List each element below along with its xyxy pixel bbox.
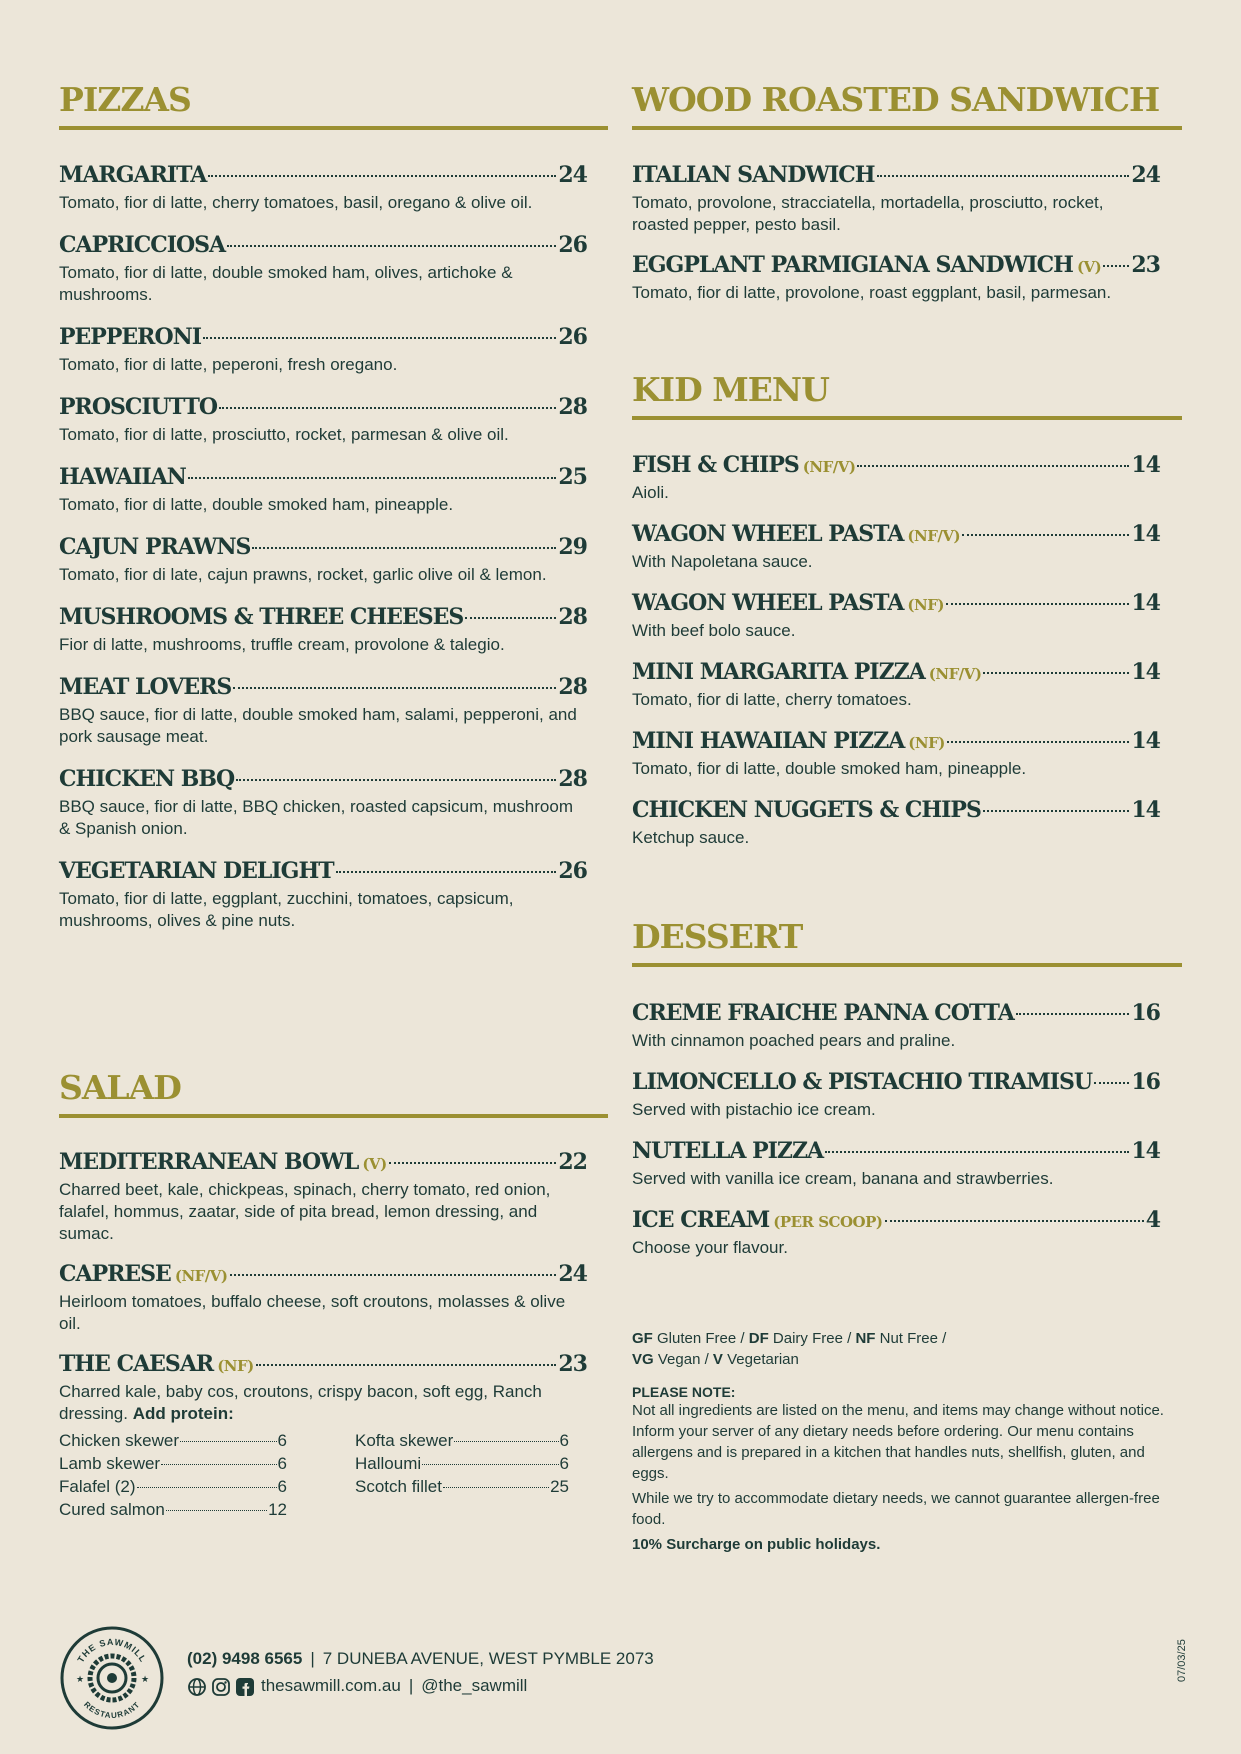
menu-item-header bbox=[59, 856, 587, 886]
menu-item-header bbox=[632, 1136, 1160, 1166]
menu-item-name: PEPPERONI bbox=[59, 324, 202, 350]
logo-bottom-text: RESTAURANT bbox=[82, 1699, 142, 1721]
menu-item bbox=[632, 250, 1160, 304]
dietary-tag: (NF/V) bbox=[907, 527, 961, 545]
menu-item-description-text: Choose your flavour. bbox=[632, 1238, 788, 1257]
menu-item bbox=[632, 450, 1160, 504]
menu-item-description-text: With cinnamon poached pears and praline. bbox=[632, 1031, 956, 1050]
menu-item-description-text: BBQ sauce, fior di latte, BBQ chicken, roasted capsicum, mushroom & Spanish onion. bbox=[59, 797, 573, 838]
menu-item-description-text: Served with pistachio ice cream. bbox=[632, 1100, 876, 1119]
dot-leader bbox=[256, 1364, 557, 1366]
menu-item-name: MINI HAWAIIAN PIZZA bbox=[632, 728, 905, 754]
addon-name: Scotch fillet bbox=[355, 1477, 442, 1496]
menu-item-price: 23 bbox=[1131, 252, 1160, 278]
dot-leader bbox=[233, 687, 556, 689]
menu-item-name: WAGON WHEEL PASTA bbox=[632, 590, 904, 616]
menu-item-description bbox=[59, 888, 587, 932]
menu-item bbox=[59, 462, 587, 516]
menu-item-description-text: BBQ sauce, fior di latte, double smoked ham, salami, pepperoni, and pork sausage meat. bbox=[59, 705, 577, 746]
menu-item-description bbox=[59, 634, 587, 656]
menu-item-name: CHICKEN BBQ bbox=[59, 766, 235, 792]
addon-item bbox=[59, 1452, 287, 1475]
note-title: PLEASE NOTE: bbox=[632, 1384, 736, 1400]
menu-item-description-text: With Napoletana sauce. bbox=[632, 552, 813, 571]
menu-item-name: MUSHROOMS & THREE CHEESES bbox=[59, 604, 464, 630]
logo-top-text: THE SAWMILL bbox=[75, 1636, 149, 1665]
section-title-dessert: DESSERT bbox=[632, 917, 803, 956]
menu-item-name: NUTELLA PIZZA bbox=[632, 1138, 824, 1164]
dietary-tag: (NF/V) bbox=[802, 458, 856, 476]
dot-leader bbox=[1016, 1013, 1130, 1015]
kids-section bbox=[632, 368, 1182, 420]
menu-item-header bbox=[59, 602, 587, 632]
menu-item-description-text: Charred beet, kale, chickpeas, spinach, cherry tomato, red onion, falafel, hommus, zaatar, side of pita bread, lemon dressing, and sumac. bbox=[59, 1180, 551, 1243]
menu-item-description-text: Tomato, fior di latte, cherry tomatoes. bbox=[632, 690, 912, 709]
salad-section bbox=[59, 1066, 608, 1118]
dot-leader bbox=[947, 741, 1130, 743]
menu-item bbox=[59, 856, 587, 932]
salad-list bbox=[59, 1147, 587, 1535]
menu-item-price: 29 bbox=[558, 534, 587, 560]
menu-item-description-text: Tomato, fior di latte, peperoni, fresh oregano. bbox=[59, 355, 398, 374]
menu-item-description-text: Charred kale, baby cos, croutons, crispy bacon, soft egg, Ranch dressing. bbox=[59, 1382, 542, 1423]
contact-info bbox=[187, 1645, 654, 1699]
menu-item-description-text: Aioli. bbox=[632, 483, 669, 502]
legend-gf-text: Gluten Free / bbox=[657, 1330, 745, 1347]
dot-leader bbox=[236, 779, 556, 781]
menu-item-price: 24 bbox=[1131, 162, 1160, 188]
menu-item-description-text: Tomato, fior di late, cajun prawns, rocket, garlic olive oil & lemon. bbox=[59, 565, 547, 584]
note-paragraph: Not all ingredients are listed on the menu, and items may change without notice. Inform your server of any dietary needs before ordering. Our menu contains allergens and is prepared in a kitchen that handles nuts, shellfish, gluten, and eggs. bbox=[632, 1402, 1164, 1482]
protein-addons bbox=[59, 1429, 569, 1521]
legend-df: DF bbox=[748, 1330, 769, 1347]
menu-item-name: ICE CREAM bbox=[632, 1207, 770, 1233]
menu-item-description bbox=[59, 704, 587, 748]
menu-item-price: 4 bbox=[1145, 1207, 1160, 1233]
menu-item-name: FISH & CHIPS bbox=[632, 452, 799, 478]
addon-price: 6 bbox=[277, 1477, 287, 1496]
menu-item-price: 24 bbox=[558, 162, 587, 188]
menu-item-description-text: Tomato, fior di latte, double smoked ham, pineapple. bbox=[59, 495, 454, 514]
dot-leader bbox=[885, 1220, 1144, 1222]
section-title-pizzas: PIZZAS bbox=[59, 80, 191, 119]
note-body bbox=[632, 1400, 1172, 1530]
menu-item-price: 14 bbox=[1131, 797, 1160, 823]
menu-item bbox=[59, 764, 587, 840]
dot-leader bbox=[465, 617, 556, 619]
menu-item-name: CAJUN PRAWNS bbox=[59, 534, 251, 560]
menu-item-header bbox=[59, 392, 587, 422]
menu-item-description bbox=[632, 1168, 1160, 1190]
dot-leader bbox=[389, 1162, 557, 1164]
dot-leader bbox=[166, 1510, 267, 1511]
dot-leader bbox=[825, 1151, 1129, 1153]
legend-gf: GF bbox=[632, 1330, 653, 1347]
dietary-tag: (NF) bbox=[217, 1357, 254, 1375]
menu-item bbox=[632, 726, 1160, 780]
menu-item-description bbox=[632, 282, 1160, 304]
menu-item-header bbox=[59, 230, 587, 260]
menu-item-description bbox=[59, 564, 587, 586]
menu-item bbox=[632, 588, 1160, 642]
addon-name: Lamb skewer bbox=[59, 1454, 161, 1473]
instagram-icon[interactable] bbox=[211, 1677, 231, 1697]
menu-item bbox=[632, 657, 1160, 711]
addon-price: 6 bbox=[559, 1431, 569, 1450]
addon-item bbox=[355, 1475, 569, 1498]
separator: | bbox=[408, 1676, 414, 1695]
section-divider bbox=[59, 1114, 608, 1118]
menu-item-price: 28 bbox=[558, 674, 587, 700]
menu-item-description bbox=[59, 424, 587, 446]
dot-leader bbox=[252, 547, 556, 549]
menu-item-description-text: Tomato, provolone, stracciatella, mortadella, prosciutto, rocket, roasted pepper, pesto basil. bbox=[632, 193, 1104, 234]
menu-item-name: THE CAESAR bbox=[59, 1351, 214, 1377]
dot-leader bbox=[983, 672, 1129, 674]
menu-item-name: PROSCIUTTO bbox=[59, 394, 217, 420]
dietary-tag: (NF) bbox=[908, 734, 945, 752]
menu-item bbox=[632, 1067, 1160, 1121]
addon-item bbox=[355, 1429, 569, 1452]
menu-item-description bbox=[59, 494, 587, 516]
dot-leader bbox=[1103, 265, 1129, 267]
menu-item-header bbox=[59, 322, 587, 352]
pizzas-section bbox=[59, 78, 608, 130]
addon-price: 6 bbox=[277, 1454, 287, 1473]
dot-leader bbox=[188, 477, 556, 479]
menu-item-price: 14 bbox=[1131, 521, 1160, 547]
dot-leader bbox=[161, 1464, 276, 1465]
website-link[interactable]: thesawmill.com.au bbox=[261, 1676, 401, 1695]
section-title-kids: KID MENU bbox=[632, 370, 829, 409]
dot-leader bbox=[422, 1464, 558, 1465]
addon-item bbox=[59, 1498, 287, 1521]
menu-item-description-text: Tomato, fior di latte, eggplant, zucchini, tomatoes, capsicum, mushrooms, olives & pine nuts. bbox=[59, 889, 514, 930]
menu-item-price: 14 bbox=[1131, 659, 1160, 685]
menu-item-header bbox=[59, 1259, 587, 1289]
menu-item-header bbox=[632, 450, 1160, 480]
pizzas-list bbox=[59, 160, 587, 948]
menu-item-name: HAWAIIAN bbox=[59, 464, 186, 490]
addon-price: 6 bbox=[277, 1431, 287, 1450]
menu-item bbox=[59, 1259, 587, 1335]
menu-item-description bbox=[632, 1030, 1160, 1052]
section-title-sandwich: WOOD ROASTED SANDWICH bbox=[632, 80, 1160, 119]
legend-v-text: Vegetarian bbox=[727, 1351, 799, 1368]
footer bbox=[59, 1625, 759, 1725]
menu-item-description bbox=[632, 551, 1160, 573]
kids-list bbox=[632, 450, 1160, 864]
separator: | bbox=[310, 1649, 315, 1668]
menu-item-name: MINI MARGARITA PIZZA bbox=[632, 659, 925, 685]
menu-item-header bbox=[632, 519, 1160, 549]
info-block bbox=[632, 1328, 1172, 1553]
dot-leader bbox=[203, 337, 556, 339]
menu-item bbox=[632, 519, 1160, 573]
menu-item-name: EGGPLANT PARMIGIANA SANDWICH bbox=[632, 252, 1073, 278]
menu-item bbox=[632, 998, 1160, 1052]
menu-item-header bbox=[632, 160, 1160, 190]
menu-item-price: 26 bbox=[558, 232, 587, 258]
menu-item-description bbox=[632, 192, 1160, 236]
menu-item bbox=[59, 160, 587, 214]
menu-item-price: 28 bbox=[558, 766, 587, 792]
addon-item bbox=[59, 1429, 287, 1452]
dietary-tag: (PER SCOOP) bbox=[773, 1213, 883, 1231]
dot-leader bbox=[946, 603, 1129, 605]
menu-item-description bbox=[59, 354, 587, 376]
menu-item-description-text: Tomato, fior di latte, cherry tomatoes, basil, oregano & olive oil. bbox=[59, 193, 533, 212]
menu-item-price: 22 bbox=[558, 1149, 587, 1175]
dot-leader bbox=[227, 245, 556, 247]
dot-leader bbox=[962, 534, 1129, 536]
menu-item-header bbox=[632, 1205, 1160, 1235]
dot-leader bbox=[219, 407, 556, 409]
addon-price: 25 bbox=[550, 1477, 569, 1496]
menu-item bbox=[59, 392, 587, 446]
menu-item-description bbox=[59, 1291, 587, 1335]
menu-item-description bbox=[632, 482, 1160, 504]
section-divider bbox=[632, 416, 1182, 420]
dot-leader bbox=[137, 1487, 277, 1488]
menu-item-header bbox=[59, 672, 587, 702]
sawmill-logo bbox=[59, 1625, 165, 1731]
menu-item bbox=[59, 532, 587, 586]
menu-item-header bbox=[632, 250, 1160, 280]
menu-item-name: LIMONCELLO & PISTACHIO TIRAMISU bbox=[632, 1069, 1093, 1095]
menu-item-header bbox=[59, 1349, 587, 1379]
legend-nf-text: Nut Free / bbox=[879, 1330, 947, 1347]
menu-item bbox=[632, 1205, 1160, 1259]
addon-name: Falafel (2) bbox=[59, 1477, 136, 1496]
menu-item-name: MEAT LOVERS bbox=[59, 674, 232, 700]
menu-item-header bbox=[59, 160, 587, 190]
menu-item-header bbox=[632, 795, 1160, 825]
menu-item-price: 23 bbox=[558, 1351, 587, 1377]
menu-item-description bbox=[59, 1179, 587, 1245]
date-code: 07/03/25 bbox=[1176, 1639, 1188, 1682]
svg-text:RESTAURANT bbox=[82, 1700, 142, 1720]
menu-item-name: WAGON WHEEL PASTA bbox=[632, 521, 904, 547]
menu-item-description-text: Tomato, fior di latte, provolone, roast eggplant, basil, parmesan. bbox=[632, 283, 1112, 302]
menu-item-header bbox=[59, 1147, 587, 1177]
address: 7 DUNEBA AVENUE, WEST PYMBLE 2073 bbox=[322, 1649, 654, 1668]
sandwich-list bbox=[632, 160, 1160, 318]
addon-item bbox=[355, 1452, 569, 1475]
menu-item-description-text: Tomato, fior di latte, prosciutto, rocket, parmesan & olive oil. bbox=[59, 425, 509, 444]
menu-item-name: MARGARITA bbox=[59, 162, 207, 188]
menu-item-header bbox=[632, 1067, 1160, 1097]
menu-item-description bbox=[632, 620, 1160, 642]
menu-item bbox=[59, 230, 587, 306]
menu-item-price: 28 bbox=[558, 394, 587, 420]
addon-name: Cured salmon bbox=[59, 1500, 165, 1519]
menu-item-price: 14 bbox=[1131, 452, 1160, 478]
menu-item bbox=[632, 795, 1160, 849]
dietary-tag: (NF) bbox=[907, 596, 944, 614]
menu-item bbox=[59, 672, 587, 748]
menu-item-price: 24 bbox=[558, 1261, 587, 1287]
menu-item-price: 16 bbox=[1131, 1069, 1160, 1095]
menu-item-description bbox=[632, 1237, 1160, 1259]
menu-item-description bbox=[632, 758, 1160, 780]
menu-item-price: 16 bbox=[1131, 1000, 1160, 1026]
menu-item-description-text: Heirloom tomatoes, buffalo cheese, soft croutons, molasses & olive oil. bbox=[59, 1292, 566, 1333]
menu-item-price: 14 bbox=[1131, 1138, 1160, 1164]
addon-name: Kofta skewer bbox=[355, 1431, 454, 1450]
menu-item-name: ITALIAN SANDWICH bbox=[632, 162, 875, 188]
dot-leader bbox=[454, 1441, 558, 1442]
menu-item-description-text: Served with vanilla ice cream, banana and strawberries. bbox=[632, 1169, 1054, 1188]
menu-item bbox=[59, 602, 587, 656]
addon-price: 12 bbox=[268, 1500, 287, 1519]
section-title-salad: SALAD bbox=[59, 1068, 181, 1107]
menu-item-name: CREME FRAICHE PANNA COTTA bbox=[632, 1000, 1014, 1026]
menu-item-header bbox=[632, 998, 1160, 1028]
menu-item-description bbox=[59, 192, 587, 214]
menu-item-price: 14 bbox=[1131, 728, 1160, 754]
dot-leader bbox=[1094, 1082, 1129, 1084]
menu-item-description-text: With beef bolo sauce. bbox=[632, 621, 796, 640]
note-paragraph: While we try to accommodate dietary needs, we cannot guarantee allergen-free food. bbox=[632, 1490, 1160, 1528]
dietary-legend bbox=[632, 1328, 1172, 1370]
section-divider bbox=[59, 126, 608, 130]
menu-item-name: CHICKEN NUGGETS & CHIPS bbox=[632, 797, 981, 823]
dot-leader bbox=[230, 1274, 557, 1276]
menu-item-price: 26 bbox=[558, 858, 587, 884]
menu-item bbox=[59, 322, 587, 376]
dietary-tag: (NF/V) bbox=[928, 665, 982, 683]
svg-text:★: ★ bbox=[76, 1674, 85, 1684]
menu-item bbox=[632, 160, 1160, 236]
dot-leader bbox=[877, 175, 1130, 177]
legend-nf: NF bbox=[855, 1330, 876, 1347]
facebook-icon[interactable] bbox=[235, 1677, 255, 1697]
legend-vg-text: Vegan / bbox=[657, 1351, 709, 1368]
dietary-tag: (V) bbox=[1076, 258, 1102, 276]
menu-item-header bbox=[59, 532, 587, 562]
menu-item-description bbox=[59, 1381, 587, 1425]
social-handle[interactable]: @the_sawmill bbox=[421, 1676, 528, 1695]
addon-price: 6 bbox=[559, 1454, 569, 1473]
svg-text:★: ★ bbox=[141, 1674, 150, 1684]
dot-leader bbox=[208, 175, 556, 177]
menu-item-name: CAPRESE bbox=[59, 1261, 171, 1287]
dot-leader bbox=[336, 871, 557, 873]
addon-item bbox=[59, 1475, 287, 1498]
social-icons bbox=[187, 1677, 255, 1697]
dot-leader bbox=[180, 1441, 277, 1442]
menu-item-price: 28 bbox=[558, 604, 587, 630]
sandwich-section bbox=[632, 78, 1182, 130]
add-protein-label: Add protein: bbox=[132, 1404, 234, 1423]
menu-item-description-text: Tomato, fior di latte, double smoked ham, pineapple. bbox=[632, 759, 1027, 778]
legend-vg: VG bbox=[632, 1351, 654, 1368]
menu-item-description bbox=[632, 1099, 1160, 1121]
menu-item-name: CAPRICCIOSA bbox=[59, 232, 226, 258]
phone-number[interactable]: (02) 9498 6565 bbox=[187, 1649, 303, 1668]
dietary-tag: (V) bbox=[362, 1155, 387, 1173]
legend-v: V bbox=[712, 1351, 723, 1368]
legend-df-text: Dairy Free / bbox=[772, 1330, 852, 1347]
menu-item-price: 26 bbox=[558, 324, 587, 350]
menu-item-header bbox=[632, 726, 1160, 756]
dot-leader bbox=[857, 465, 1129, 467]
menu-item-description-text: Fior di latte, mushrooms, truffle cream, provolone & talegio. bbox=[59, 635, 505, 654]
menu-item-description bbox=[59, 796, 587, 840]
addon-name: Halloumi bbox=[355, 1454, 422, 1473]
svg-text:THE SAWMILL bbox=[76, 1637, 149, 1664]
menu-item-description bbox=[632, 689, 1160, 711]
section-divider bbox=[632, 126, 1182, 130]
dot-leader bbox=[983, 810, 1130, 812]
surcharge-note: 10% Surcharge on public holidays. bbox=[632, 1536, 881, 1553]
menu-item-name: VEGETARIAN DELIGHT bbox=[59, 858, 334, 884]
menu-item-description bbox=[59, 262, 587, 306]
menu-item-price: 14 bbox=[1131, 590, 1160, 616]
menu-item bbox=[59, 1147, 587, 1245]
dessert-list bbox=[632, 998, 1160, 1274]
dessert-section bbox=[632, 915, 1182, 967]
dietary-tag: (NF/V) bbox=[174, 1267, 228, 1285]
addon-name: Chicken skewer bbox=[59, 1431, 179, 1450]
menu-item-header bbox=[632, 588, 1160, 618]
menu-item-price: 25 bbox=[558, 464, 587, 490]
menu-item-description-text: Tomato, fior di latte, double smoked ham, olives, artichoke & mushrooms. bbox=[59, 263, 513, 304]
menu-item-header bbox=[632, 657, 1160, 687]
section-divider bbox=[632, 963, 1182, 967]
globe-icon[interactable] bbox=[187, 1677, 207, 1697]
dot-leader bbox=[443, 1487, 549, 1488]
menu-item-description-text: Ketchup sauce. bbox=[632, 828, 750, 847]
menu-item-header bbox=[59, 764, 587, 794]
menu-item bbox=[632, 1136, 1160, 1190]
menu-item-name: MEDITERRANEAN BOWL bbox=[59, 1149, 359, 1175]
menu-item bbox=[59, 1349, 587, 1521]
menu-item-header bbox=[59, 462, 587, 492]
menu-item-description bbox=[632, 827, 1160, 849]
